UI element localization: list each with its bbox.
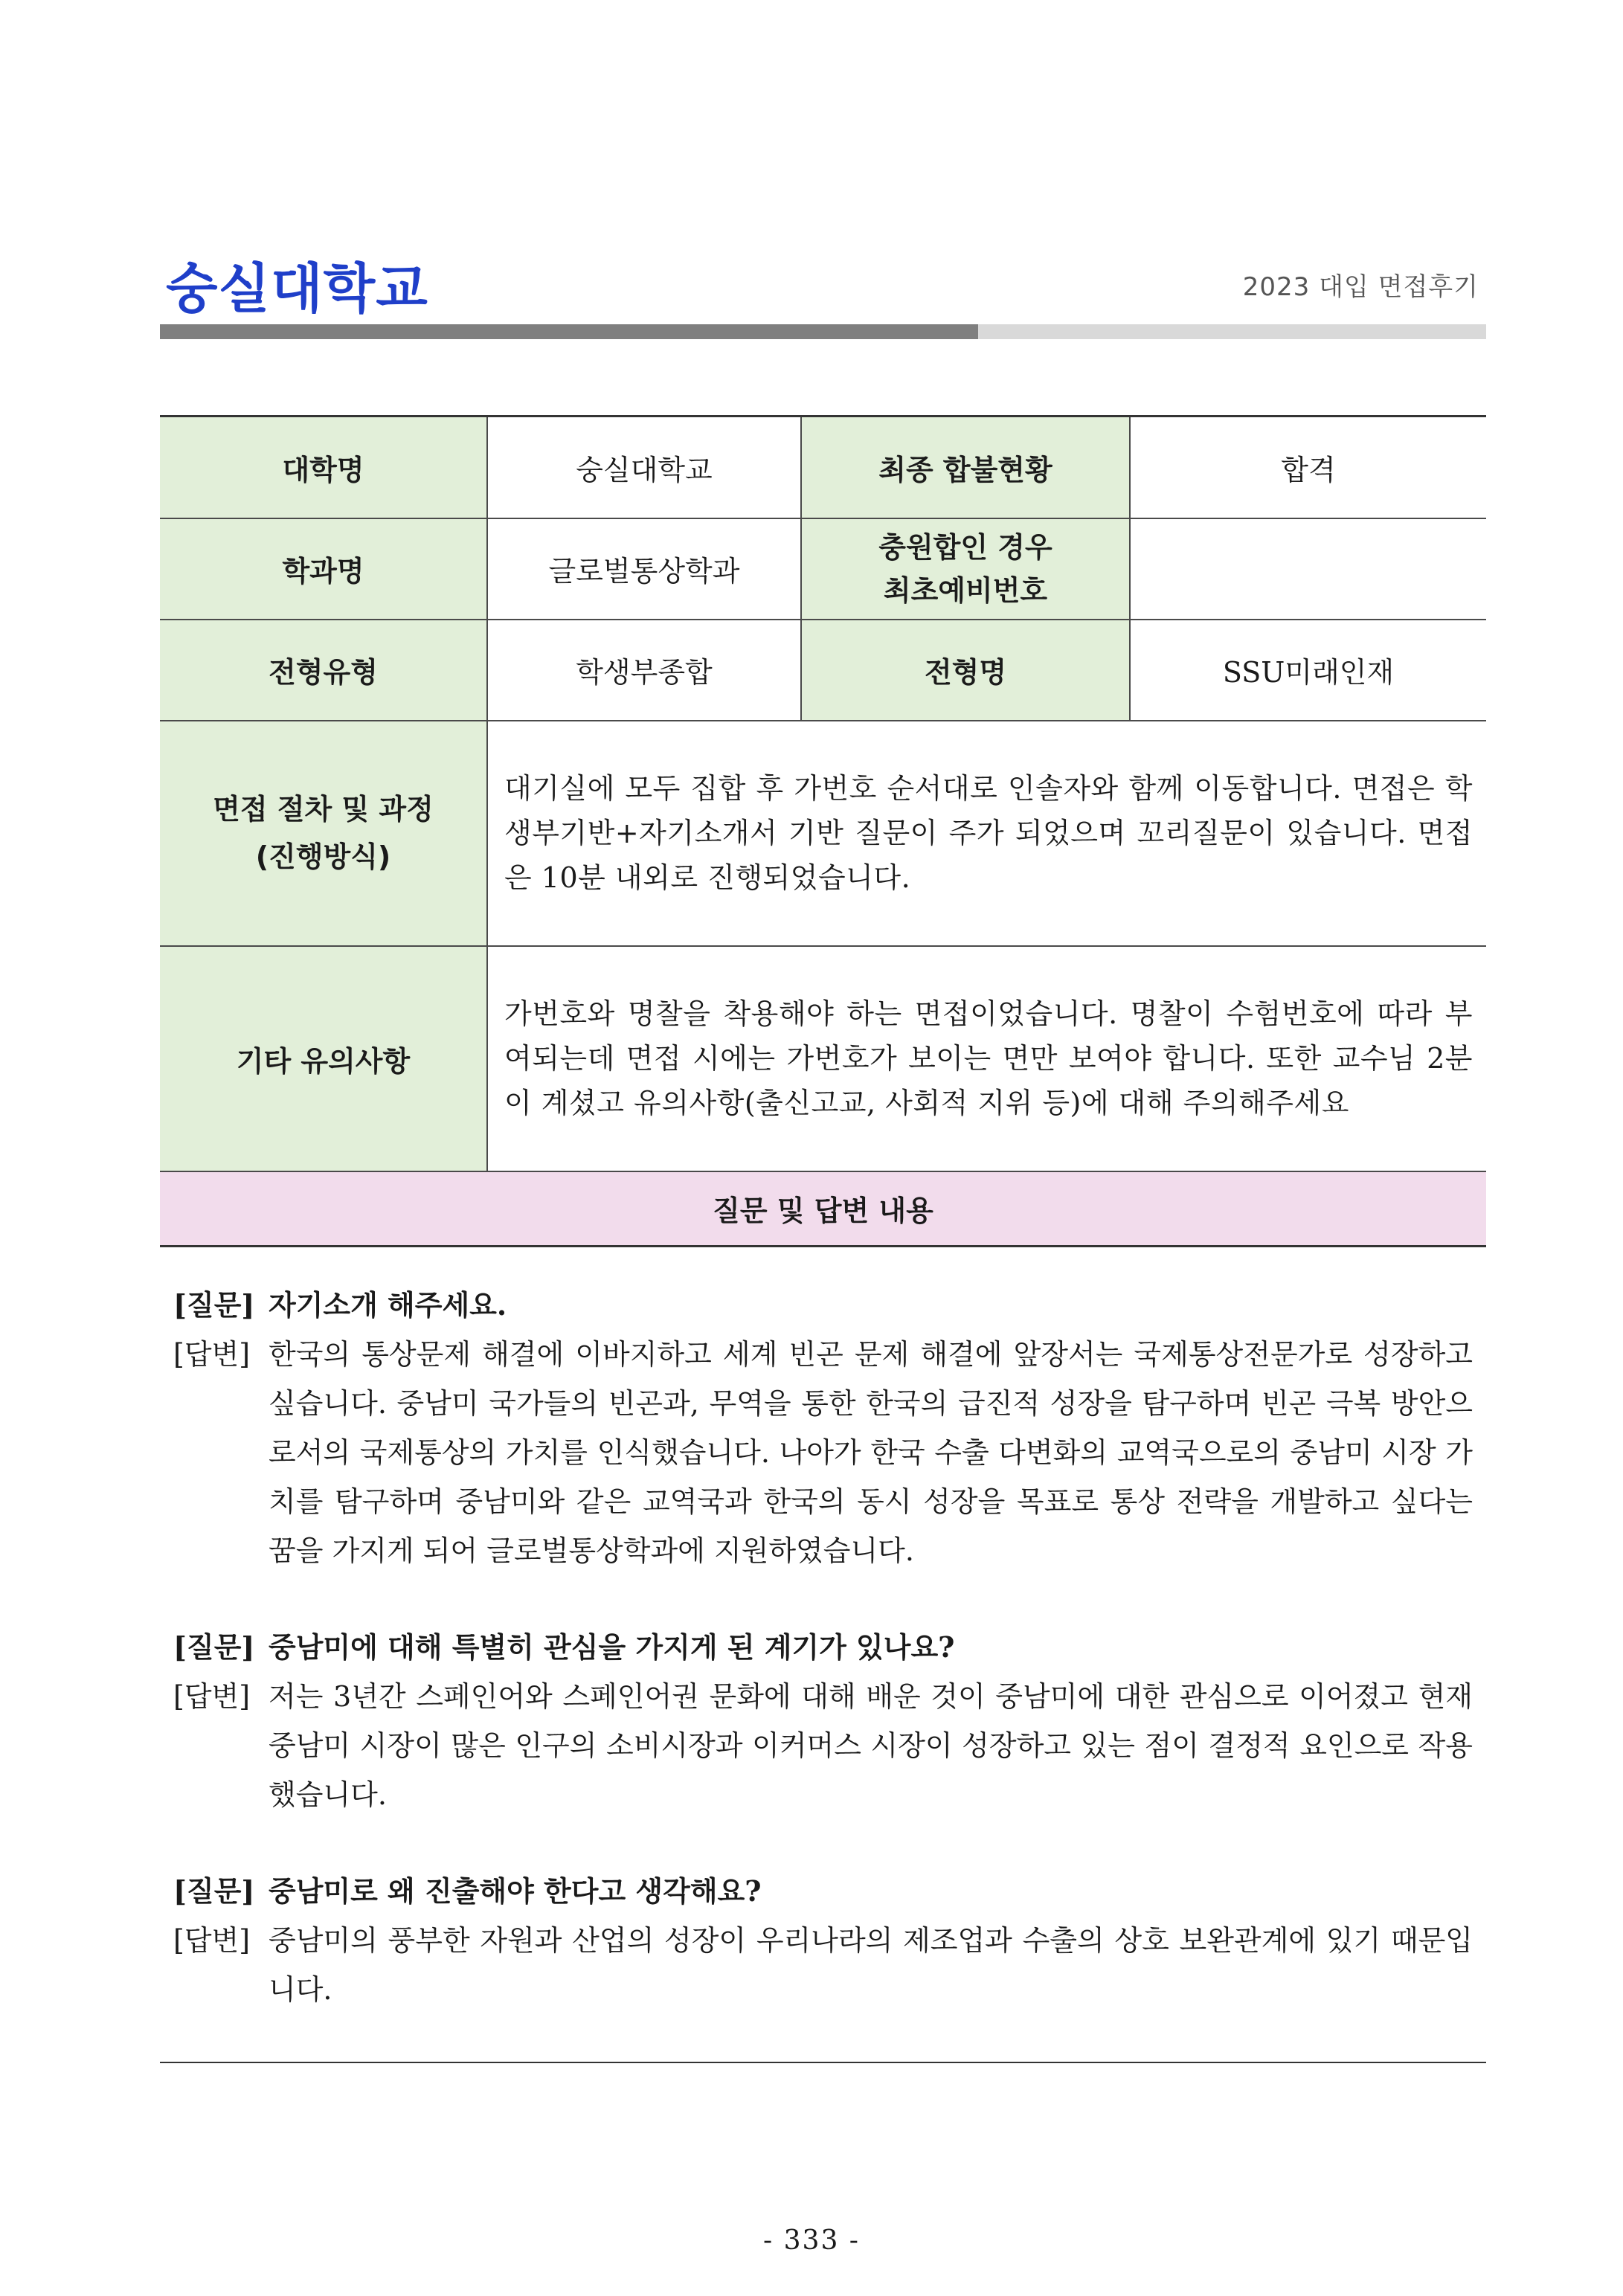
question-line bbox=[160, 1623, 1486, 1672]
result-value: 합격 bbox=[1130, 417, 1486, 518]
answer-tag: [답변] bbox=[173, 1680, 251, 1713]
question-line bbox=[160, 1281, 1486, 1330]
table-row bbox=[160, 1171, 1486, 1247]
answer-tag: [답변] bbox=[173, 1924, 251, 1957]
table-row bbox=[160, 721, 1486, 946]
page-number: - 333 - bbox=[763, 2225, 860, 2256]
table-row bbox=[160, 417, 1486, 518]
department-label: 학과명 bbox=[160, 518, 487, 620]
answer-text: 한국의 통상문제 해결에 이바지하고 세계 빈곤 문제 해결에 앞장서는 국제통상전문가로 성장하고 싶습니다. 중남미 국가들의 빈곤과, 무역을 통한 한국의 급진적 성장을 탐구하며 빈곤 극복 방안으로서의 국제통상의 가치를 인식했습니다. 나아가 한국 수출 다변화의 교역국으로의 중남미 시장 가치를 탐구하며 중남미와 같은 교역국과 한국의 동시 성장을 목표로 통상 전략을 개발하고 싶다는 꿈을 가지게 되어 글로벌통상학과에 지원하였습니다. bbox=[269, 1338, 1473, 1567]
notes-label: 기타 유의사항 bbox=[160, 946, 487, 1171]
procedure-text: 대기실에 모두 집합 후 가번호 순서대로 인솔자와 함께 이동합니다. 면접은 학생부기반+자기소개서 기반 질문이 주가 되었으며 꼬리질문이 있습니다. 면접은 10분 내외로 진행되었습니다. bbox=[487, 721, 1486, 946]
answer-text: 중남미의 풍부한 자원과 산업의 성장이 우리나라의 제조업과 수출의 상호 보완관계에 있기 때문입니다. bbox=[269, 1924, 1473, 2006]
table-row bbox=[160, 518, 1486, 620]
waitlist-label bbox=[801, 518, 1130, 620]
qa-item bbox=[160, 1281, 1486, 1575]
qa-bottom-rule bbox=[160, 2062, 1486, 2063]
answer-line bbox=[160, 1916, 1486, 2014]
qa-item bbox=[160, 1623, 1486, 1819]
table-row bbox=[160, 946, 1486, 1171]
result-label: 최종 합불현황 bbox=[801, 417, 1130, 518]
university-title: 숭실대학교 bbox=[166, 257, 428, 320]
interview-info-table bbox=[160, 415, 1486, 1247]
department-value: 글로벌통상학과 bbox=[487, 518, 801, 620]
qa-section-title: 질문 및 답변 내용 bbox=[160, 1171, 1486, 1247]
answer-line bbox=[160, 1672, 1486, 1819]
header-bar-light bbox=[978, 324, 1486, 339]
university-value: 숭실대학교 bbox=[487, 417, 801, 518]
waitlist-label-line2: 최초예비번호 bbox=[883, 573, 1048, 607]
waitlist-label-line1: 충원합인 경우 bbox=[878, 530, 1052, 564]
admission-type-value: 학생부종합 bbox=[487, 620, 801, 721]
notes-text: 가번호와 명찰을 착용해야 하는 면접이었습니다. 명찰이 수험번호에 따라 부여되는데 면접 시에는 가번호가 보이는 면만 보여야 합니다. 또한 교수님 2분이 계셨고 유의사항(출신고교, 사회적 지위 등)에 대해 주의해주세요 bbox=[487, 946, 1486, 1171]
procedure-label-line1: 면접 절차 및 과정 bbox=[213, 793, 434, 826]
question-line bbox=[160, 1867, 1486, 1916]
answer-line bbox=[160, 1330, 1486, 1575]
procedure-label-line2: (진행방식) bbox=[255, 840, 391, 873]
admission-name-value: SSU미래인재 bbox=[1130, 620, 1486, 721]
qa-list bbox=[160, 1281, 1486, 2014]
university-label: 대학명 bbox=[160, 417, 487, 518]
header-bar-dark bbox=[160, 324, 978, 339]
question-tag: [질문] bbox=[173, 1630, 255, 1664]
document-subtitle: 2023 대입 면접후기 bbox=[1242, 272, 1479, 302]
page-header bbox=[160, 238, 1486, 320]
question-tag: [질문] bbox=[173, 1874, 255, 1908]
question-text: 중남미로 왜 진출해야 한다고 생각해요? bbox=[269, 1874, 762, 1908]
answer-text: 저는 3년간 스페인어와 스페인어권 문화에 대해 배운 것이 중남미에 대한 관심으로 이어졌고 현재 중남미 시장이 많은 인구의 소비시장과 이커머스 시장이 성장하고 있는 점이 결정적 요인으로 작용했습니다. bbox=[269, 1680, 1473, 1811]
admission-type-label: 전형유형 bbox=[160, 620, 487, 721]
answer-tag: [답변] bbox=[173, 1338, 251, 1371]
admission-name-label: 전형명 bbox=[801, 620, 1130, 721]
procedure-label bbox=[160, 721, 487, 946]
table-row bbox=[160, 620, 1486, 721]
question-tag: [질문] bbox=[173, 1288, 255, 1322]
question-text: 중남미에 대해 특별히 관심을 가지게 된 계기가 있나요? bbox=[269, 1630, 955, 1664]
waitlist-value bbox=[1130, 518, 1486, 620]
header-divider-bar bbox=[160, 324, 1486, 339]
qa-item bbox=[160, 1867, 1486, 2014]
question-text: 자기소개 해주세요. bbox=[269, 1288, 507, 1322]
